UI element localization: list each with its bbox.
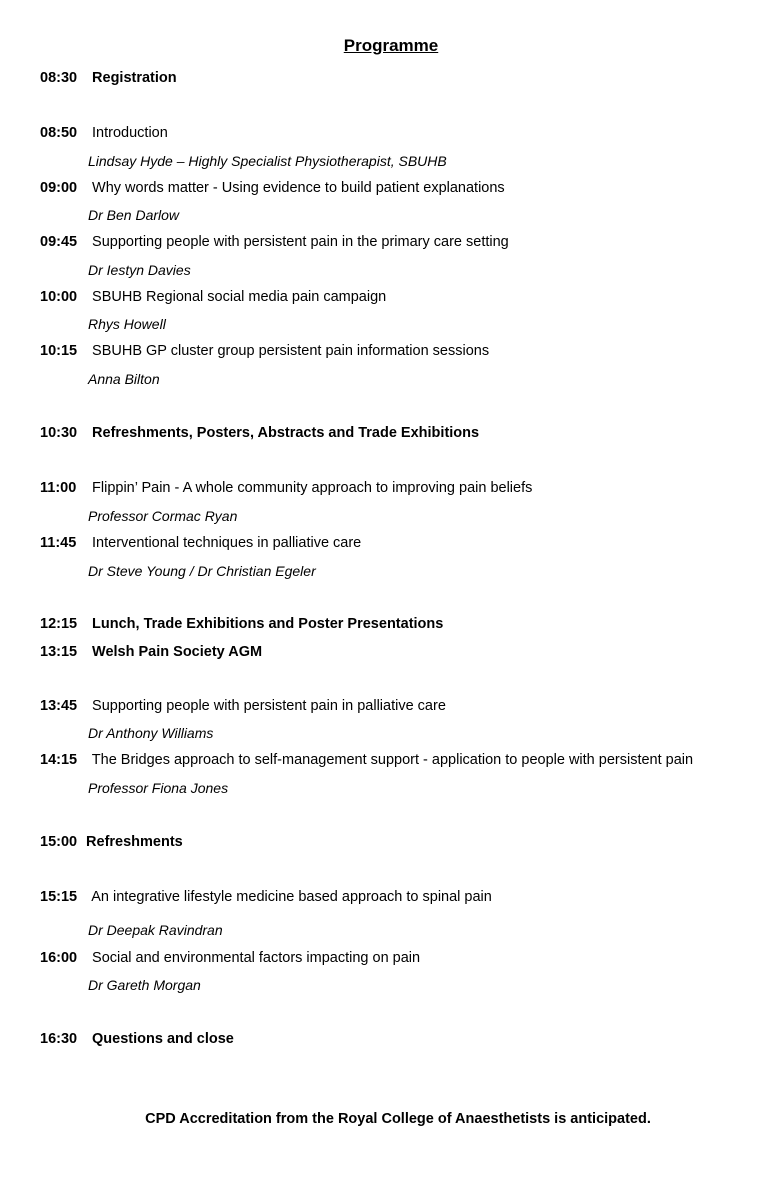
item-time: 16:00 [40, 950, 78, 966]
item-speaker: Dr Iestyn Davies [88, 262, 191, 278]
programme-item [40, 234, 509, 250]
cpd-accreditation-note: CPD Accreditation from the Royal College of Anaesthetists is anticipated. [145, 1111, 651, 1127]
item-title: Lunch, Trade Exhibitions and Poster Presentations [92, 616, 444, 632]
item-time: 09:45 [40, 234, 78, 250]
item-time: 10:15 [40, 343, 78, 359]
item-speaker: Dr Gareth Morgan [88, 977, 201, 993]
item-speaker: Professor Fiona Jones [88, 780, 229, 796]
item-title: Social and environmental factors impacting on pain [92, 950, 421, 966]
programme-item [40, 70, 177, 86]
programme-item [40, 125, 168, 141]
item-speaker: Rhys Howell [88, 316, 166, 332]
item-title: An integrative lifestyle medicine based approach to spinal pain [91, 889, 492, 905]
item-title: Introduction [92, 125, 168, 141]
page-title: Programme [343, 36, 439, 55]
item-speaker: Dr Deepak Ravindran [88, 922, 223, 938]
item-time: 10:30 [40, 425, 78, 441]
programme-item [40, 834, 183, 850]
item-speaker: Dr Steve Young / Dr Christian Egeler [88, 563, 316, 579]
programme-item [40, 950, 420, 966]
item-title: SBUHB Regional social media pain campaign [92, 289, 387, 305]
item-time: 11:00 [40, 480, 77, 496]
item-speaker: Lindsay Hyde – Highly Specialist Physiotherapist, SBUHB [88, 153, 447, 169]
item-title: Why words matter - Using evidence to build patient explanations [92, 180, 505, 196]
item-title: Questions and close [92, 1031, 234, 1047]
programme-item [40, 644, 262, 660]
item-time: 11:45 [40, 535, 77, 551]
programme-item [40, 889, 492, 905]
programme-item [40, 425, 479, 441]
item-speaker: Dr Anthony Williams [88, 725, 214, 741]
item-title: Interventional techniques in palliative care [92, 535, 362, 551]
item-time: 10:00 [40, 289, 78, 305]
programme-item [40, 343, 489, 359]
programme-item [40, 289, 386, 305]
item-title: Supporting people with persistent pain in palliative care [92, 698, 446, 714]
programme-item [40, 698, 446, 714]
item-time: 14:15 [40, 752, 78, 768]
item-speaker: Professor Cormac Ryan [88, 508, 238, 524]
item-time: 13:15 [40, 644, 78, 660]
item-time: 08:50 [40, 125, 78, 141]
item-time: 09:00 [40, 180, 78, 196]
item-title: Flippin’ Pain - A whole community approach to improving pain beliefs [92, 480, 533, 496]
item-time: 16:30 [40, 1031, 78, 1047]
item-title: Refreshments [86, 834, 183, 850]
item-speaker: Anna Bilton [88, 371, 160, 387]
item-title: Welsh Pain Society AGM [92, 644, 263, 660]
item-title: Refreshments, Posters, Abstracts and Trade Exhibitions [92, 425, 480, 441]
item-time: 15:15 [40, 889, 78, 905]
item-time: 15:00 [40, 834, 78, 850]
item-title: Registration [92, 70, 177, 86]
item-time: 08:30 [40, 70, 78, 86]
item-title: SBUHB GP cluster group persistent pain information sessions [92, 343, 490, 359]
item-time: 12:15 [40, 616, 78, 632]
programme-item [40, 752, 693, 768]
programme-item [40, 480, 532, 496]
item-title: The Bridges approach to self-management support - application to people with persistent pain [91, 752, 694, 768]
programme-item [40, 616, 443, 632]
item-speaker: Dr Ben Darlow [88, 207, 180, 223]
programme-item [40, 1031, 234, 1047]
item-title: Supporting people with persistent pain in the primary care setting [92, 234, 509, 250]
programme-item [40, 180, 505, 196]
programme-item [40, 535, 361, 551]
item-time: 13:45 [40, 698, 78, 714]
